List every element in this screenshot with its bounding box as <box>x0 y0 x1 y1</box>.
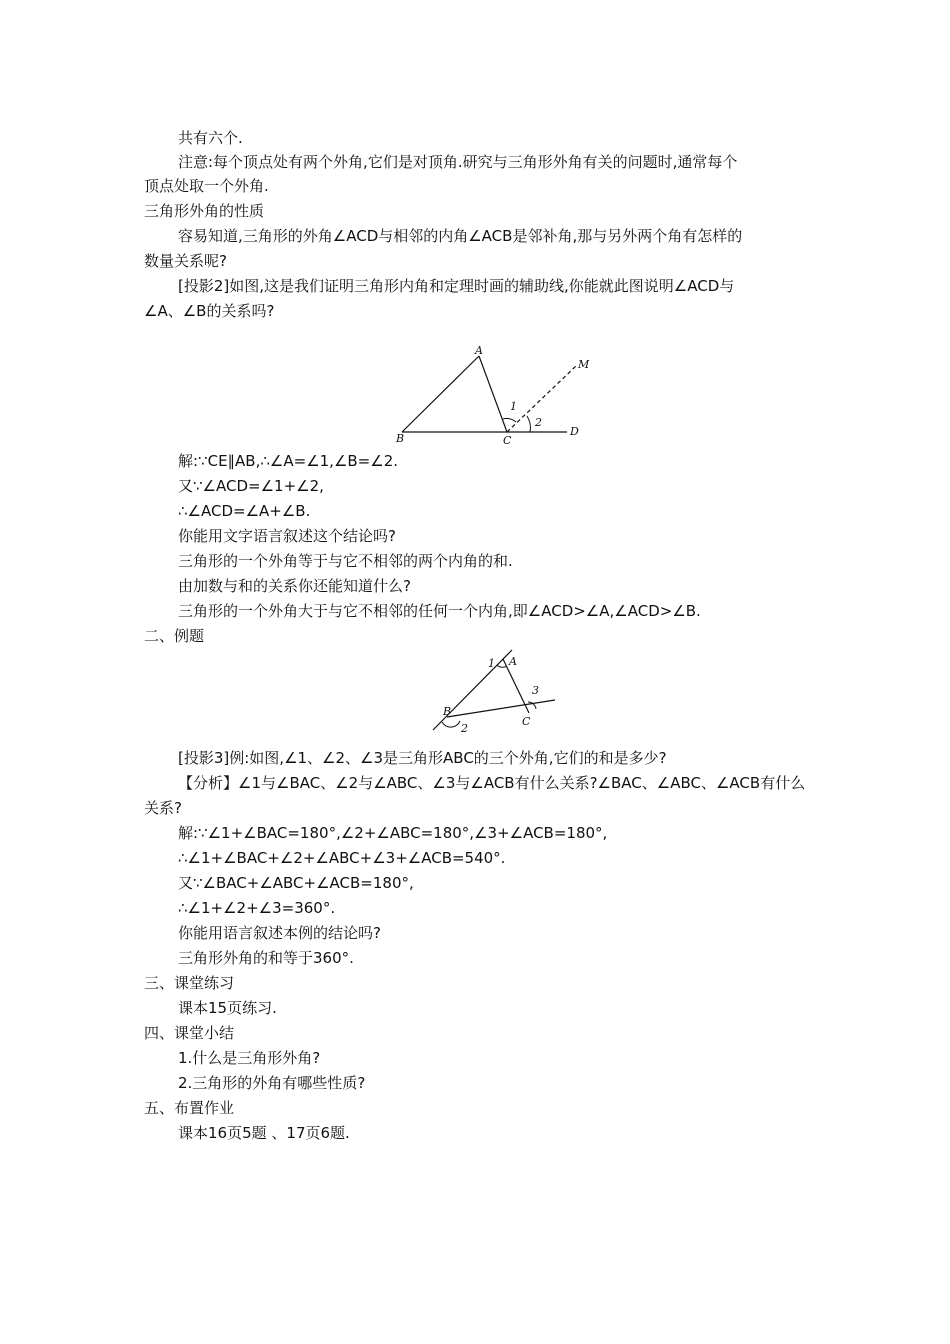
paragraph-line: 顶点处取一个外角. <box>144 177 269 195</box>
side-ac <box>479 356 507 432</box>
paragraph-line: 你能用语言叙述本例的结论吗? <box>178 924 381 942</box>
paragraph-line: 共有六个. <box>178 129 243 147</box>
angle-2-arc <box>527 416 530 432</box>
label-c: C <box>503 434 512 447</box>
paragraph-line: 你能用文字语言叙述这个结论吗? <box>178 527 396 545</box>
section-heading: 五、布置作业 <box>144 1099 235 1117</box>
paragraph-line: 由加数与和的关系你还能知道什么? <box>178 577 411 595</box>
side-ba <box>402 356 479 432</box>
paragraph-line: 解:∵∠1+∠BAC=180°,∠2+∠ABC=180°,∠3+∠ACB=180°, <box>178 824 608 842</box>
section-heading: 三角形外角的性质 <box>144 202 265 220</box>
paragraph-line: ∴∠1+∠2+∠3=360°. <box>178 899 336 917</box>
paragraph-line: 解:∵CE∥AB,∴∠A=∠1,∠B=∠2. <box>178 452 399 470</box>
triangle-figure-1 <box>390 340 600 450</box>
section-heading: 二、例题 <box>144 627 205 645</box>
label-a: A <box>475 344 483 357</box>
paragraph-line: 又∵∠BAC+∠ABC+∠ACB=180°, <box>178 874 414 892</box>
label-d: D <box>570 425 579 438</box>
paragraph-line: [投影3]例:如图,∠1、∠2、∠3是三角形ABC的三个外角,它们的和是多少? <box>178 749 667 767</box>
triangle-figure-2 <box>425 645 565 740</box>
section-heading: 三、课堂练习 <box>144 974 235 992</box>
label-angle-2: 2 <box>535 416 542 429</box>
label-a: A <box>509 655 517 668</box>
angle-1-arc <box>503 418 516 422</box>
paragraph-line: 1.什么是三角形外角? <box>178 1049 321 1067</box>
section-heading: 四、课堂小结 <box>144 1024 235 1042</box>
paragraph-line: 课本15页练习. <box>178 999 277 1017</box>
paragraph-line: 注意:每个顶点处有两个外角,它们是对顶角.研究与三角形外角有关的问题时,通常每个 <box>178 153 738 171</box>
line-ab-extended <box>433 650 512 730</box>
paragraph-line: 三角形的一个外角等于与它不相邻的两个内角的和. <box>178 552 513 570</box>
label-c: C <box>522 715 531 728</box>
paragraph-line: 三角形的一个外角大于与它不相邻的任何一个内角,即∠ACD>∠A,∠ACD>∠B. <box>178 602 701 620</box>
paragraph-line: ∴∠ACD=∠A+∠B. <box>178 502 311 520</box>
label-angle-1: 1 <box>488 657 495 670</box>
paragraph-line: 课本16页5题 、17页6题. <box>178 1124 350 1142</box>
paragraph-line: 又∵∠ACD=∠1+∠2, <box>178 477 324 495</box>
paragraph-line: [投影2]如图,这是我们证明三角形内角和定理时画的辅助线,你能就此图说明∠ACD与 <box>178 277 735 295</box>
paragraph-line: 三角形外角的和等于360°. <box>178 949 354 967</box>
paragraph-line: 数量关系呢? <box>144 252 227 270</box>
label-b: B <box>443 705 452 718</box>
paragraph-line: 2.三角形的外角有哪些性质? <box>178 1074 366 1092</box>
angle-2-arc <box>442 721 460 727</box>
paragraph-line: ∠A、∠B的关系吗? <box>144 302 275 320</box>
line-bc-extended <box>447 700 555 717</box>
label-b: B <box>396 432 405 445</box>
label-angle-3: 3 <box>532 684 539 697</box>
paragraph-line: 【分析】∠1与∠BAC、∠2与∠ABC、∠3与∠ACB有什么关系?∠BAC、∠ABC、∠ACB有什么 <box>178 774 806 792</box>
label-angle-2: 2 <box>461 722 468 735</box>
paragraph-line: 关系? <box>144 799 182 817</box>
paragraph-line: ∴∠1+∠BAC+∠2+∠ABC+∠3+∠ACB=540°. <box>178 849 506 867</box>
paragraph-line: 容易知道,三角形的外角∠ACD与相邻的内角∠ACB是邻补角,那与另外两个角有怎样的 <box>178 227 743 245</box>
label-angle-1: 1 <box>510 400 517 413</box>
label-m: M <box>578 358 590 371</box>
